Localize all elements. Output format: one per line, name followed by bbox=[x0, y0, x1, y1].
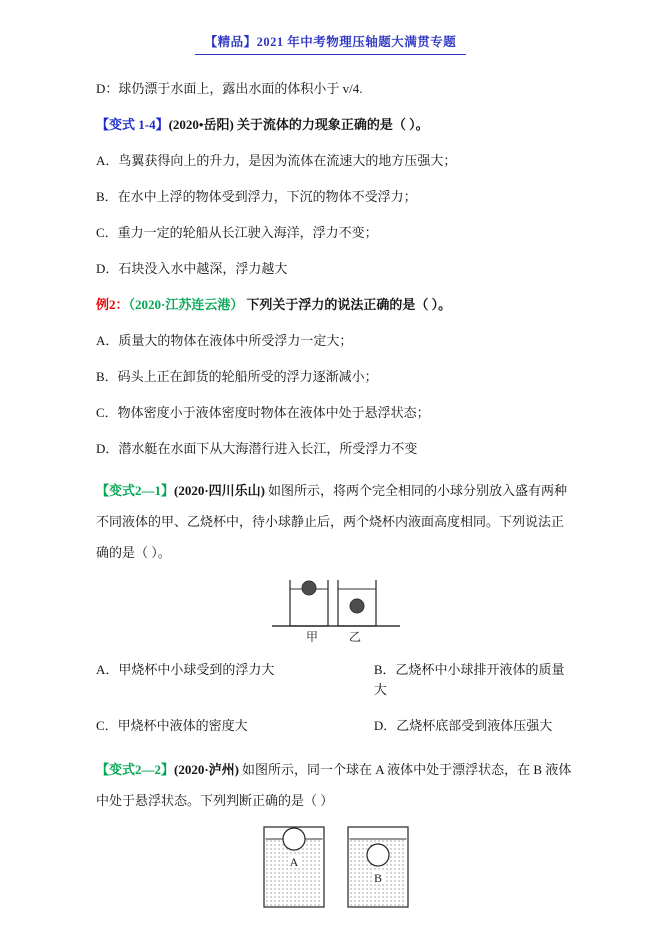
q4-tag: 【变式2—2】 bbox=[96, 762, 175, 777]
q4-stem: 如图所示，同一个球在 A 液体中处于漂浮状态，在 B 液体中处于悬浮状态。下列判断正确的是（ ） bbox=[96, 762, 572, 808]
q3-option-c: C．甲烧杯中液体的密度大 bbox=[96, 718, 248, 733]
q1-option-b: B．在水中上浮的物体受到浮力，下沉的物体不受浮力； bbox=[96, 189, 417, 204]
q1-stem-line bbox=[96, 115, 575, 135]
ball-floating-in-a-icon bbox=[283, 828, 305, 850]
q4-stem-paragraph bbox=[96, 754, 575, 816]
q1-option-d: D．石块没入水中越深，浮力越大 bbox=[96, 261, 288, 276]
q2-source: （2020·江苏连云港） bbox=[128, 297, 244, 312]
q3-source: (2020·四川乐山) bbox=[174, 483, 266, 498]
q3-stem: 如图所示，将两个完全相同的小球分别放入盛有两种不同液体的甲、乙烧杯中，待小球静止后，两个烧杯内液面高度相同。下列说法正确的是（ ）。 bbox=[96, 483, 568, 560]
q2-tag: 例2： bbox=[96, 297, 129, 312]
q3-option-d: D．乙烧杯底部受到液体压强大 bbox=[373, 718, 553, 733]
q3-option-b: B．乙烧杯中小球排开液体的质量大 bbox=[373, 662, 565, 697]
header-title: 【精品】2021 年中考物理压轴题大满贯专题 bbox=[195, 32, 467, 55]
q1-option-a: A．鸟翼获得向上的升力，是因为流体在流速大的地方压强大； bbox=[96, 153, 457, 168]
q3-option-a: A．甲烧杯中小球受到的浮力大 bbox=[96, 662, 275, 677]
q2-option-d: D．潜水艇在水面下从大海潜行进入长江，所受浮力不变 bbox=[96, 441, 418, 456]
q2-stem: 下列关于浮力的说法正确的是（ ）。 bbox=[246, 297, 452, 312]
container-b-label: B bbox=[373, 871, 382, 885]
figure-two-beakers bbox=[96, 576, 575, 650]
q1-tag: 【变式 1-4】 bbox=[96, 117, 169, 132]
page-header bbox=[0, 0, 661, 55]
containers-diagram bbox=[254, 824, 418, 916]
q2-option-a: A．质量大的物体在液体中所受浮力一定大； bbox=[96, 333, 353, 348]
suspended-ball-icon bbox=[350, 599, 364, 613]
ball-suspended-in-b-icon bbox=[367, 844, 389, 866]
beakers-diagram bbox=[258, 576, 414, 646]
q3-tag: 【变式2—1】 bbox=[96, 483, 175, 498]
beaker-jia-label: 甲 bbox=[305, 630, 318, 644]
beaker-yi-label: 乙 bbox=[348, 630, 361, 644]
q2-stem-line bbox=[96, 295, 575, 315]
document-content bbox=[0, 55, 661, 920]
q1-option-c: C．重力一定的轮船从长江驶入海洋，浮力不变； bbox=[96, 225, 378, 240]
prev-question-option-d: D：球仍漂于水面上，露出水面的体积小于 v/4. bbox=[96, 81, 363, 96]
q2-option-c: C．物体密度小于液体密度时物体在液体中处于悬浮状态； bbox=[96, 405, 430, 420]
q3-options-grid bbox=[96, 660, 575, 736]
q1-source: (2020•岳阳) bbox=[168, 117, 234, 132]
container-a-label: A bbox=[289, 855, 298, 869]
q1-stem: 关于流体的力现象正确的是（ ）。 bbox=[236, 117, 429, 132]
q4-source: (2020·泸州) bbox=[174, 762, 240, 777]
q3-stem-paragraph bbox=[96, 475, 575, 568]
q2-option-b: B．码头上正在卸货的轮船所受的浮力逐渐减小； bbox=[96, 369, 378, 384]
figure-two-liquid-containers bbox=[96, 824, 575, 920]
floating-ball-icon bbox=[302, 581, 316, 595]
